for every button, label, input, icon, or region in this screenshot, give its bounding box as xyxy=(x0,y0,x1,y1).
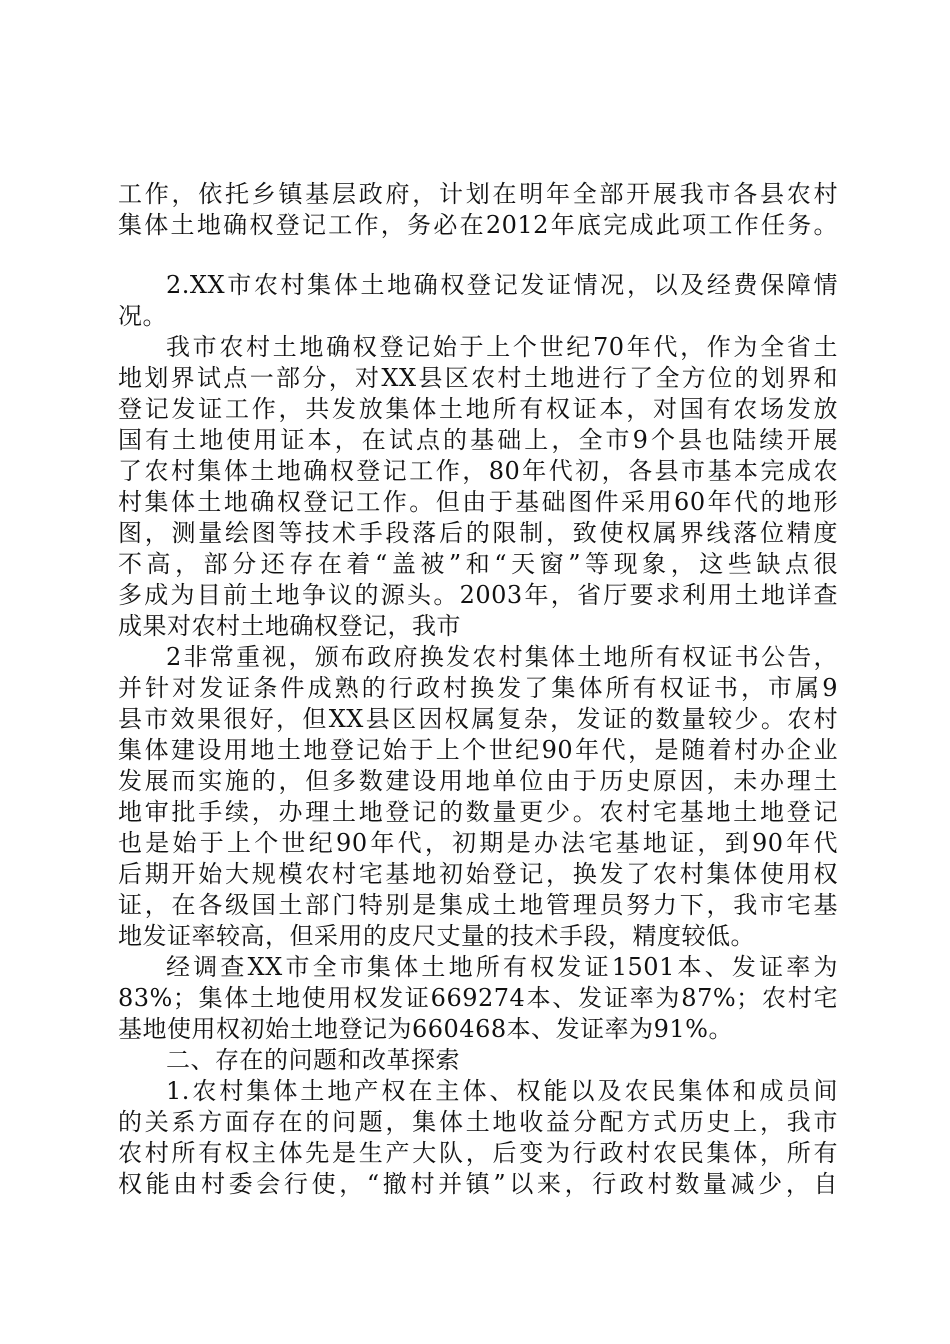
body-text-line: 农村所有权主体先是生产大队，后变为行政村农民集体，所有 xyxy=(118,1139,838,1167)
body-text-line: 地划界试点一部分，对XX县区农村土地进行了全方位的划界和 xyxy=(118,364,838,392)
body-text-line: 成果对农村土地确权登记，我市 xyxy=(118,612,461,640)
body-text-line: 国有土地使用证本，在试点的基础上，全市9个县也陆续开展 xyxy=(118,426,838,454)
body-text-line: 权能由村委会行使，“撤村并镇”以来，行政村数量减少，自 xyxy=(118,1170,838,1198)
body-text-line: 集体建设用地土地登记始于上个世纪90年代，是随着村办企业 xyxy=(118,736,838,764)
body-text-line: 登记发证工作，共发放集体土地所有权证本，对国有农场发放 xyxy=(118,395,838,423)
body-text-line: 证，在各级国土部门特别是集成土地管理员努力下，我市宅基 xyxy=(118,891,838,919)
body-text-line: 了农村集体土地确权登记工作，80年代初，各县市基本完成农 xyxy=(118,457,838,485)
body-text-line: 83%；集体土地使用权发证669274本、发证率为87%；农村宅 xyxy=(118,984,838,1012)
body-text-line: 集体土地确权登记工作，务必在2012年底完成此项工作任务。 xyxy=(118,211,838,239)
body-text-line: 2非常重视，颁布政府换发农村集体土地所有权证书公告， xyxy=(166,643,838,671)
body-text-line: 也是始于上个世纪90年代，初期是办法宅基地证，到90年代 xyxy=(118,829,838,857)
body-text-line: 况。 xyxy=(118,302,167,330)
body-text-line: 县市效果很好，但XX县区因权属复杂，发证的数量较少。农村 xyxy=(118,705,838,733)
body-text-line: 工作，依托乡镇基层政府，计划在明年全部开展我市各县农村 xyxy=(118,180,838,208)
body-text-line: 不高，部分还存在着“盖被”和“天窗”等现象，这些缺点很 xyxy=(118,550,838,578)
body-text-line: 多成为目前土地争议的源头。2003年，省厅要求利用土地详查 xyxy=(118,581,838,609)
body-text-line: 地审批手续，办理土地登记的数量更少。农村宅基地土地登记 xyxy=(118,798,838,826)
body-text-line: 后期开始大规模农村宅基地初始登记，换发了农村集体使用权 xyxy=(118,860,838,888)
body-text-line: 并针对发证条件成熟的行政村换发了集体所有权证书，市属9 xyxy=(118,674,838,702)
body-text-line: 村集体土地确权登记工作。但由于基础图件采用60年代的地形 xyxy=(118,488,838,516)
body-text-line: 地发证率较高，但采用的皮尺丈量的技术手段，精度较低。 xyxy=(118,922,755,950)
body-text-line: 经调查XX市全市集体土地所有权发证1501本、发证率为 xyxy=(166,953,838,981)
body-text-line: 发展而实施的，但多数建设用地单位由于历史原因，未办理土 xyxy=(118,767,838,795)
body-text-line: 2.XX市农村集体土地确权登记发证情况，以及经费保障情 xyxy=(166,271,838,299)
body-text-line: 基地使用权初始土地登记为660468本、发证率为91%。 xyxy=(118,1015,733,1043)
body-text-line: 的关系方面存在的问题，集体土地收益分配方式历史上，我市 xyxy=(118,1108,838,1136)
body-text-line: 图，测量绘图等技术手段落后的限制，致使权属界线落位精度 xyxy=(118,519,838,547)
body-text-line: 我市农村土地确权登记始于上个世纪70年代，作为全省土 xyxy=(166,333,838,361)
body-text-line: 二、存在的问题和改革探索 xyxy=(166,1046,460,1074)
body-text-line: 1.农村集体土地产权在主体、权能以及农民集体和成员间 xyxy=(166,1077,838,1105)
